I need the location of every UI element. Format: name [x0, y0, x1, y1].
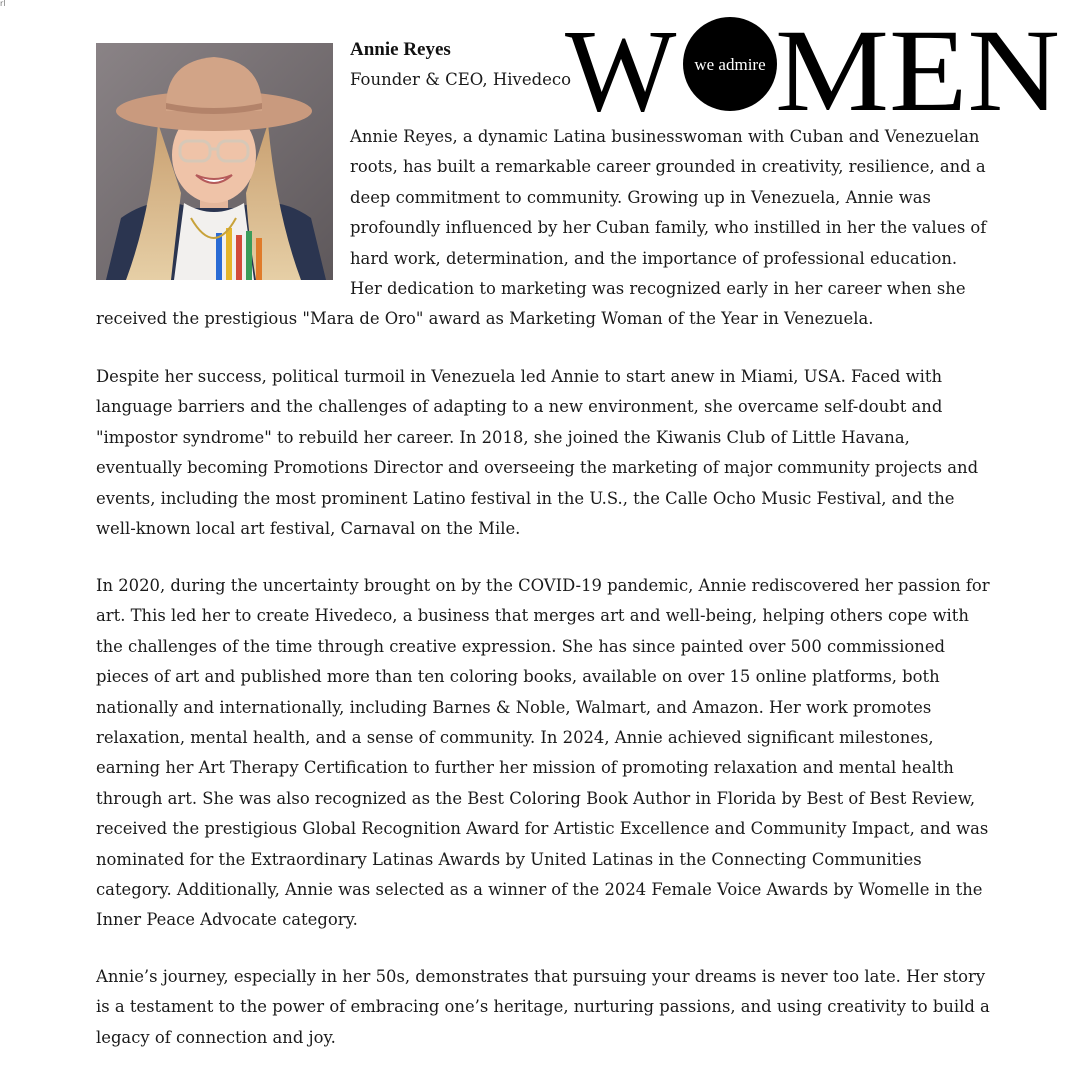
- paragraph-line: events, including the most prominent Latino festival in the U.S., the Calle Ocho Music Festival, and the: [96, 488, 955, 508]
- women-we-admire-logo: [565, 14, 1065, 114]
- paragraph-miami: [96, 362, 996, 544]
- paragraph-line: Annie Reyes, a dynamic Latina businesswoman with Cuban and Venezuelan: [350, 127, 980, 146]
- paragraph-intro: [96, 122, 996, 335]
- paragraph-line: Her dedication to marketing was recognized early in her career when she: [350, 279, 966, 299]
- paragraph-line: earning her Art Therapy Certification to further her mission of promoting relaxation and mental health: [96, 758, 954, 778]
- logo-tagline: we admire: [694, 55, 766, 74]
- paragraph-line: pieces of art and published more than ten coloring books, available on over 15 online platforms, both: [96, 667, 940, 687]
- paragraph-hivedeco: [96, 571, 996, 936]
- paragraph-line: language barriers and the challenges of adapting to a new environment, she overcame self-doubt and: [96, 397, 943, 417]
- logo-letters-men: MEN: [775, 14, 1060, 114]
- logo-letter-w: W: [565, 14, 677, 114]
- paragraph-line: through art. She was also recognized as the Best Coloring Book Author in Florida by Best of Best Review,: [96, 788, 976, 808]
- profile-role: Founder & CEO, Hivedeco: [350, 70, 572, 89]
- paragraph-line: nationally and internationally, including Barnes & Noble, Walmart, and Amazon. Her work promotes: [96, 697, 932, 717]
- paragraph-line: deep commitment to community. Growing up in Venezuela, Annie was: [350, 187, 931, 207]
- profile-name: Annie Reyes: [350, 39, 451, 60]
- paragraph-line: legacy of connection and joy.: [96, 1027, 336, 1047]
- paragraph-line: profoundly influenced by her Cuban family, who instilled in her the values of: [350, 218, 987, 238]
- paragraph-line: well-known local art festival, Carnaval on the Mile.: [96, 519, 521, 539]
- paragraph-line: eventually becoming Promotions Director and overseeing the marketing of major community projects and: [96, 458, 979, 478]
- paragraph-line: hard work, determination, and the importance of professional education.: [350, 248, 958, 268]
- corner-mark: rl: [0, 0, 6, 8]
- paragraph-line: category. Additionally, Annie was selected as a winner of the 2024 Female Voice Awards by Womelle in the: [96, 880, 983, 900]
- paragraph-line: nominated for the Extraordinary Latinas Awards by United Latinas in the Connecting Communities: [96, 849, 922, 869]
- paragraph-line: roots, has built a remarkable career grounded in creativity, resilience, and a: [350, 157, 986, 177]
- paragraph-line: "impostor syndrome" to rebuild her career. In 2018, she joined the Kiwanis Club of Little Havana,: [96, 427, 910, 447]
- paragraph-line: Inner Peace Advocate category.: [96, 910, 358, 930]
- paragraph-line: Annie’s journey, especially in her 50s, demonstrates that pursuing your dreams is never too late. Her story: [96, 967, 986, 986]
- paragraph-line: Despite her success, political turmoil in Venezuela led Annie to start anew in Miami, USA. Faced with: [96, 367, 943, 386]
- paragraph-line: art. This led her to create Hivedeco, a business that merges art and well-being, helping others cope with: [96, 606, 969, 626]
- paragraph-line: is a testament to the power of embracing one’s heritage, nurturing passions, and using creativity to build a: [96, 997, 990, 1017]
- paragraph-line: received the prestigious Global Recognition Award for Artistic Excellence and Community Impact, and was: [96, 819, 989, 839]
- paragraph-line: relaxation, mental health, and a sense of community. In 2024, Annie achieved significant milestones,: [96, 728, 934, 748]
- paragraph-closing: [96, 962, 996, 1053]
- paragraph-line: the challenges of the time through creative expression. She has since painted over 500 commissioned: [96, 636, 946, 656]
- byline: [350, 38, 571, 92]
- paragraph-line: In 2020, during the uncertainty brought on by the COVID-19 pandemic, Annie rediscovered her passion for: [96, 576, 990, 595]
- paragraph-line: received the prestigious "Mara de Oro" award as Marketing Woman of the Year in Venezuela.: [96, 309, 874, 329]
